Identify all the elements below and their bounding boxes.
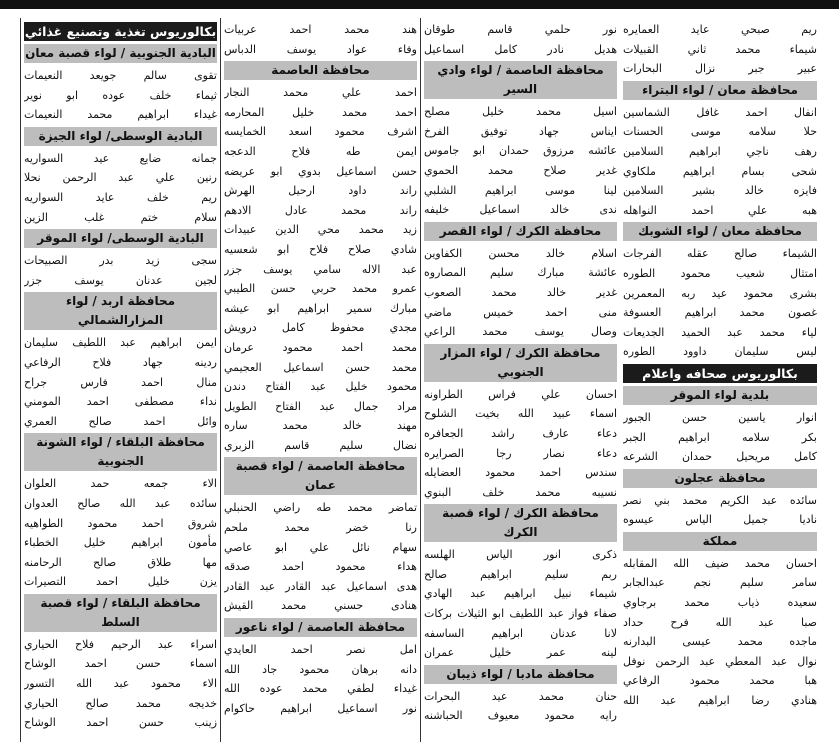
name-entry: زينب حسن احمد الوشاح	[24, 716, 217, 730]
section-heading: محافظة عجلون	[623, 469, 817, 488]
name-entry: سهام نائل علي ابو عاصي	[224, 540, 417, 554]
name-entry: خديجه محمد صالح الحياري	[24, 696, 217, 710]
name-entry: عمرو محمد حربي حسن الطيبي	[224, 282, 417, 296]
name-entry: اسماء عبيد الله بخيت الشلوح	[424, 407, 617, 421]
name-entry: شروق احمد محمود الطواهيه	[24, 516, 217, 530]
section-heading: بلدية لواء الموقر	[623, 386, 817, 405]
name-entry: ريم صبحي عايد العمايره	[623, 23, 817, 36]
section-heading: البادية الجنوبية / لواء قصبة معان	[24, 44, 217, 63]
name-entry: حلا سلامه موسى الحسنات	[623, 125, 817, 139]
name-entry: نضال سليم قاسم الزبري	[224, 438, 417, 452]
name-entry: شيماء نبيل ابراهيم عبد الهادي	[424, 587, 617, 601]
section-heading: محافظة العاصمة	[224, 61, 417, 80]
name-entry: احمد علي محمد النجار	[224, 86, 417, 100]
section-heading: محافظة معان / لواء البتراء	[623, 81, 817, 100]
name-entry: عائشة مبارك سليم المصاروه	[424, 266, 617, 280]
name-entry: دانه برهان محمود جاد الله	[224, 662, 417, 676]
name-entry: مراد جمال عبد الفتاح الطويل	[224, 399, 417, 413]
name-entry: شحى بسام ابراهيم ملكاوي	[623, 164, 817, 178]
section-heading: محافظة الكرك / لواء المزار الجنوبي	[424, 344, 617, 382]
name-entry: مأمون ابراهيم خليل الخطباء	[24, 536, 217, 550]
name-entry: نوال عبد المعطي عبد الرحمن نوفل	[623, 654, 817, 668]
name-entry: لجين عدنان يوسف جزر	[24, 273, 217, 287]
name-entry: محمد احمد محمود عرمان	[224, 340, 417, 354]
name-entry: مبارك سمير ابراهيم ابو عيشه	[224, 301, 417, 315]
name-entry: ذكرى انور الياس الهلسه	[424, 548, 617, 562]
name-entry: غيداء ابراهيم محمد النعيمات	[24, 108, 217, 122]
name-entry: فايزه خالد بشير السلامين	[623, 184, 817, 198]
name-entry: يزن خليل احمد التصيرات	[24, 575, 217, 589]
section-heading: محافظة الكرك / لواء قصبة الكرك	[424, 504, 617, 542]
name-entry: لينا موسى ابراهيم الشلبي	[424, 183, 617, 197]
name-entry: الشيماء صالح عقله الفرجات	[623, 247, 817, 261]
name-entry: بكر سلامه ابراهيم الجبر	[623, 430, 817, 444]
name-entry: زيد محمد محي الدين عبيدات	[224, 223, 417, 237]
section-heading: محافظة البلقاء / لواء الشونة الجنوبية	[24, 433, 217, 471]
section-heading: البادية الوسطى/ لواء الموقر	[24, 229, 217, 248]
name-entry: شادي صلاح فلاح ابو شعسيه	[224, 242, 417, 256]
name-entry: اسراء عبد الرحيم فلاح الحياري	[24, 637, 217, 651]
name-entry: ايمن ابراهيم عبد اللطيف سليمان	[24, 336, 217, 350]
name-entry: اشرف محمود اسعد الخمايسه	[224, 125, 417, 139]
name-entry: راند محمد عادل الادهم	[224, 203, 417, 217]
program-heading: بكالوريوس تغذية وتصنيع غذائي	[24, 24, 217, 39]
name-entry: عبد الاله سامي يوسف جزر	[224, 262, 417, 276]
name-entry: احمد محمد خليل المحارمه	[224, 105, 417, 119]
name-entry: جمانه ضايع عيد السواريه	[24, 151, 217, 165]
name-entry: امتثال شعيب محمود الطوره	[623, 266, 817, 280]
name-entry: هديل نادر كامل اسماعيل	[424, 42, 617, 56]
name-entry: حسن اسماعيل بدوي ابو عريضه	[224, 164, 417, 178]
name-entry: مها طلاق صالح الرحامنه	[24, 555, 217, 569]
name-entry: محمود خليل عبد الفتاح دندن	[224, 380, 417, 394]
name-entry: تقوى سالم جويعد النعيمات	[24, 69, 217, 82]
name-entry: وائل احمد صالح العمري	[24, 414, 217, 428]
name-entry: صفاء فواز عبد اللطيف ابو الثيلات بركات	[424, 607, 617, 621]
columns-container	[20, 18, 820, 742]
name-entry: وفاء عواد يوسف الدباس	[224, 42, 417, 56]
name-entry: ايناس جهاد توفيق الفرخ	[424, 124, 617, 138]
name-entry: سجى زيد بدر الصبيحات	[24, 254, 217, 268]
name-entry: سامر سليم نجم عبدالجابر	[623, 576, 817, 590]
name-entry: سائده عبد الكريم محمد بني نصر	[623, 493, 817, 507]
section-heading: محافظة اربد / لواء المزارالشمالي	[24, 292, 217, 330]
name-entry: ريم خلف عايد السواريه	[24, 190, 217, 204]
name-entry: ماجده محمد عيسى البدارنه	[623, 635, 817, 649]
name-entry: غدير خالد محمد الصعوب	[424, 285, 617, 299]
name-entry: احسان محمد ضيف الله المقابله	[623, 556, 817, 570]
name-entry: ردينه جهاد فلاح الرفاعي	[24, 355, 217, 369]
name-entry: غصون محمد ابراهيم العسوفة	[623, 306, 817, 320]
name-entry: بشرى محمود عيد ربه المعمرين	[623, 286, 817, 300]
name-entry: نداء مصطفى احمد المومني	[24, 395, 217, 409]
name-entry: ندى خالد اسماعيل خليفه	[424, 203, 617, 217]
name-entry: اسيل محمد خليل مصلح	[424, 105, 617, 119]
name-entry: انفال احمد غافل الشماسين	[623, 105, 817, 119]
name-entry: لانا عدنان ابراهيم الساسفه	[424, 626, 617, 640]
section-heading: محافظة معان / لواء الشوبك	[623, 222, 817, 241]
column-2	[220, 18, 420, 742]
name-entry: هند محمد احمد عربيات	[224, 23, 417, 36]
name-entry: سلام ختم غلب الزين	[24, 210, 217, 224]
name-entry: سائده عبد الله صالح العدوان	[24, 496, 217, 510]
name-entry: غيداء لطفي محمد عوده الله	[224, 682, 417, 696]
name-entry: راند داود ارحيل الهرش	[224, 184, 417, 198]
name-entry: صبا عبد الله فرح حداد	[623, 615, 817, 629]
name-entry: الاء محمود عبد الله التسور	[24, 677, 217, 691]
name-entry: كامل مريحيل حمدان الشرعه	[623, 450, 817, 464]
name-entry: تماضر محمد طه راضي الحنبلي	[224, 501, 417, 515]
name-entry: هداء محمود احمد صدقه	[224, 560, 417, 574]
section-heading: محافظة البلقاء / لواء قصبة السلط	[24, 594, 217, 632]
name-entry: عائشه مرزوق حمدان ابو جاموس	[424, 144, 617, 158]
name-entry: رنين علي عبد الرحمن نحلا	[24, 171, 217, 185]
name-entry: لياء محمد عبد الحميد الجديعات	[623, 325, 817, 339]
section-heading: محافظة العاصمة / لواء قصبة عمان	[224, 457, 417, 495]
name-entry: وصال يوسف محمد الراعي	[424, 325, 617, 339]
name-entry: منى احمد خميس ماضي	[424, 305, 617, 319]
section-heading: البادية الوسطى/ لواء الجيزة	[24, 127, 217, 146]
name-entry: غدير صلاح محمد الحموي	[424, 163, 617, 177]
name-entry: امل نصر احمد العايدي	[224, 643, 417, 657]
name-entry: سندس احمد محمود العضايله	[424, 466, 617, 480]
name-entry: رنا خضر محمد ملحم	[224, 521, 417, 535]
name-entry: رهف ناجي ابراهيم السلامين	[623, 144, 817, 158]
name-entry: ثيماء خلف عوده ابو نوير	[24, 88, 217, 102]
name-entry: نور حلمي قاسم طوقان	[424, 23, 617, 36]
name-entry: دعاء عارف راشد الجعافره	[424, 426, 617, 440]
name-entry: اسماء حسن احمد الوشاح	[24, 657, 217, 671]
section-heading: محافظة العاصمة / لواء ناعور	[224, 618, 417, 637]
name-entry: دعاء نصار رجا الصرايره	[424, 446, 617, 460]
section-heading: محافظة مادبا / لواء ذيبان	[424, 665, 617, 684]
name-entry: هدى اسماعيل عبد القادر عبد القادر	[224, 579, 417, 593]
name-entry: مجدي محفوظ كامل درويش	[224, 321, 417, 335]
name-entry: نور اسماعيل ابراهيم حاكوام	[224, 701, 417, 715]
section-heading: محافظة الكرك / لواء القصر	[424, 222, 617, 241]
name-entry: ناديا جميل الياس عيسوه	[623, 513, 817, 527]
section-heading: مملكة	[623, 532, 817, 551]
name-entry: شيماء محمد ثاني القبيلات	[623, 42, 817, 56]
program-heading: بكالوريوس صحافه واعلام	[623, 364, 817, 383]
name-entry: عبير جبر نزال البحارات	[623, 62, 817, 76]
name-entry: محمد حسن اسماعيل العجيمي	[224, 360, 417, 374]
name-entry: هنادي رضا ابراهيم عبد الله	[623, 694, 817, 708]
name-entry: ايمن طه فلاح الدعجه	[224, 144, 417, 158]
name-entry: حنان محمد عيد البحرات	[424, 689, 617, 703]
name-entry: ربم سليم ابراهيم صالح	[424, 567, 617, 581]
section-heading: محافظة العاصمة / لواء وادي السير	[424, 61, 617, 99]
name-entry: اسلام خالد محسن الكفاوين	[424, 246, 617, 260]
name-entry: هبه علي احمد النواهله	[623, 203, 817, 217]
name-entry: ليس سليمان داوود الطوره	[623, 345, 817, 359]
name-entry: سعيده ذياب محمد برجاوي	[623, 596, 817, 610]
name-entry: انوار ياسين حسن الجبور	[623, 410, 817, 424]
name-entry: الاء جمعه حمد العلوان	[24, 477, 217, 491]
column-4	[620, 18, 820, 742]
name-entry: هبا محمد محمود الرفاعي	[623, 674, 817, 688]
name-entry: منال احمد فارس جراح	[24, 375, 217, 389]
name-entry: نسيبه محمد خلف البنوي	[424, 485, 617, 499]
column-1	[20, 18, 220, 742]
name-entry: لينه عمر خليل عمران	[424, 646, 617, 660]
column-3	[420, 18, 620, 742]
name-entry: هنادى حسني محمد القيش	[224, 599, 417, 613]
name-entry: احسان علي فراس الطراونه	[424, 387, 617, 401]
name-entry: مهند خالد محمد ساره	[224, 419, 417, 433]
name-entry: رايه محمود معيوف الحباشنه	[424, 709, 617, 723]
